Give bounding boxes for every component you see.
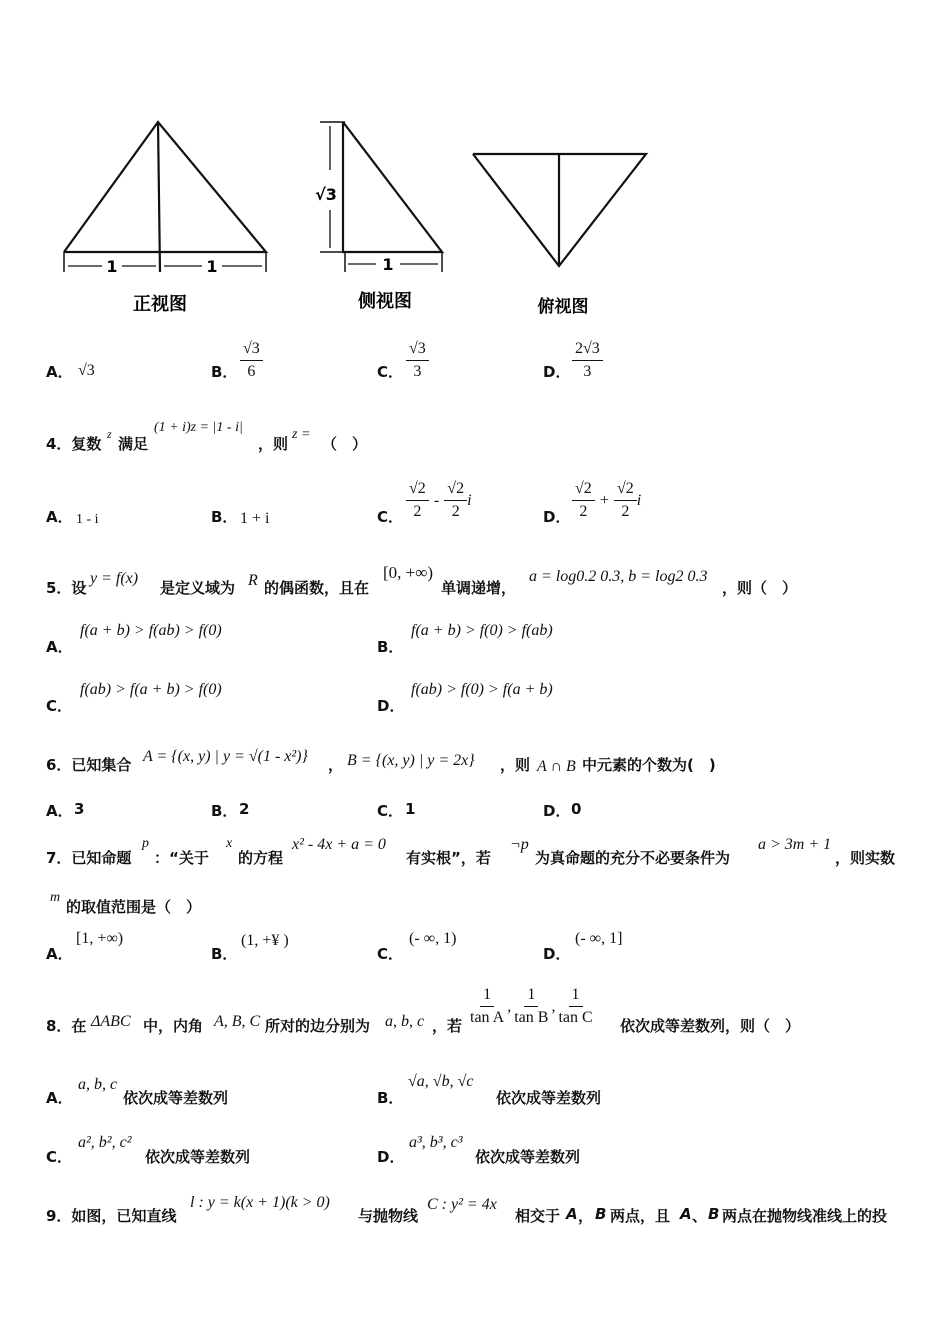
q3-option-b-fraction: $\frac{√3}{6}$ — [240, 340, 263, 381]
q8-option-b-math: √a, √b, √c — [408, 1073, 474, 1090]
q4-middle: 满足 — [118, 435, 149, 453]
q8-sides: a, b, c — [385, 1013, 425, 1030]
q9-text4: 两点，且 — [610, 1207, 671, 1225]
q6-intersection: A ∩ B — [537, 758, 576, 775]
q7-condition: a > 3m + 1 — [758, 836, 832, 853]
q7-not-p: ¬p — [510, 836, 529, 853]
q7-text5: ，则实数 — [835, 849, 896, 867]
q8-option-d-math: a³, b³, c³ — [409, 1134, 463, 1151]
q4-ask: z = — [292, 427, 311, 442]
q7-text2: 的方程 — [238, 849, 284, 867]
q4-prefix: 4．复数 — [46, 435, 102, 453]
q5-text1: 是定义域为 — [160, 579, 236, 597]
q4-then: ，则 — [258, 435, 289, 453]
q4-tail: （ ） — [322, 435, 368, 453]
q5-interval: [0, +∞) — [383, 563, 434, 582]
q3-option-c-fraction: $\frac{√3}{3}$ — [406, 340, 429, 381]
q5-tail: ，则（ ） — [722, 579, 798, 597]
q5-ab-def: a = log0.2 0.3, b = log2 0.3 — [529, 568, 708, 585]
front-view — [64, 122, 266, 272]
q6-option-c-value: 1 — [405, 800, 416, 818]
q3-option-a-value: √3 — [78, 362, 95, 379]
q5-option-c-value: f(ab) > f(a + b) > f(0) — [80, 681, 222, 698]
q5-option-b-value: f(a + b) > f(0) > f(ab) — [411, 622, 553, 639]
q5-option-d-label: D． — [377, 697, 405, 715]
q8-text3: ，若 — [432, 1017, 463, 1035]
q5-text2: 的偶函数，且在 — [264, 579, 370, 597]
q7-p: p — [142, 836, 149, 851]
three-view-figure — [40, 110, 680, 325]
q5-option-d-value: f(ab) > f(0) > f(a + b) — [411, 681, 553, 698]
q9-point-b: B — [595, 1205, 607, 1223]
q8-option-b-label: B． — [377, 1089, 404, 1107]
q4-option-a-label: A． — [46, 508, 73, 526]
q9-text2: 相交于 — [515, 1207, 561, 1225]
q6-option-c-label: C． — [377, 802, 404, 820]
q9-parabola: C : y² = 4x — [427, 1196, 497, 1213]
q6-tail: 中元素的个数为( ) — [582, 756, 716, 774]
q4-option-a-value: 1 - i — [76, 512, 99, 527]
q4-option-d-label: D． — [543, 508, 571, 526]
q8-option-b-text: 依次成等差数列 — [496, 1089, 602, 1107]
q6-set-a: A = {(x, y) | y = √(1 - x²)} — [143, 748, 308, 765]
q6-option-d-label: D． — [543, 802, 571, 820]
q6-option-a-value: 3 — [74, 800, 85, 818]
q8-option-a-label: A． — [46, 1089, 73, 1107]
q8-text1: 中，内角 — [143, 1017, 204, 1035]
q9-line: l : y = k(x + 1)(k > 0) — [190, 1194, 330, 1211]
q8-option-c-math: a², b², c² — [78, 1134, 132, 1151]
q3-option-d-label: D． — [543, 363, 571, 381]
q7-option-a-label: A． — [46, 945, 73, 963]
q4-option-b-value: 1 + i — [240, 510, 270, 527]
side-view-label: 侧视图 — [358, 291, 412, 312]
q4-option-c-label: C． — [377, 508, 404, 526]
q3-option-b-label: B． — [211, 363, 238, 381]
q8-text4: 依次成等差数列，则（ ） — [620, 1017, 801, 1035]
q6-option-b-value: 2 — [239, 800, 250, 818]
q7-prefix: 7．已知命题 — [46, 849, 132, 867]
q9-point-a2: A — [680, 1205, 692, 1223]
q7-x: x — [226, 836, 233, 851]
q5-prefix: 5．设 — [46, 579, 87, 597]
q7-option-d-label: D． — [543, 945, 571, 963]
q4-option-d-value: $\frac{√2}{2}$ + $\frac{√2}{2}$ i — [572, 480, 641, 521]
q8-option-a-text: 依次成等差数列 — [123, 1089, 229, 1107]
q8-option-d-label: D． — [377, 1148, 405, 1166]
front-dim-left: 1 — [106, 257, 118, 276]
q7-text4: 为真命题的充分不必要条件为 — [535, 849, 731, 867]
top-view — [473, 154, 646, 266]
q7-option-d-value: (- ∞, 1] — [575, 930, 623, 947]
q5-option-a-value: f(a + b) > f(ab) > f(0) — [80, 622, 222, 639]
q8-text2: 所对的边分别为 — [265, 1017, 371, 1035]
q5-text3: 单调递增， — [441, 579, 517, 597]
q6-option-d-value: 0 — [571, 800, 582, 818]
q9-point-a: A — [566, 1205, 578, 1223]
side-view — [320, 122, 442, 272]
q4-option-c-value: $\frac{√2}{2}$ - $\frac{√2}{2}$ i — [406, 480, 472, 521]
q7-option-b-value: (1, +¥ ) — [241, 932, 289, 949]
q4-condition: (1 + i)z = |1 - i| — [154, 420, 243, 435]
q8-triangle: ΔABC — [91, 1013, 131, 1030]
q7-option-c-value: (- ∞, 1) — [409, 930, 457, 947]
q5-func: y = f(x) — [90, 570, 139, 587]
q8-option-c-label: C． — [46, 1148, 73, 1166]
q6-option-b-label: B． — [211, 802, 238, 820]
q9-prefix: 9．如图，已知直线 — [46, 1207, 177, 1225]
side-height-label: √3 — [315, 185, 337, 204]
q3-option-c-label: C． — [377, 363, 404, 381]
q5-option-c-label: C． — [46, 697, 73, 715]
q7-option-a-value: [1, +∞) — [76, 930, 124, 947]
q4-var-z: z — [107, 427, 112, 441]
q5-R: R — [248, 572, 258, 589]
q7-text1: ：“关于 — [154, 849, 209, 867]
top-view-label: 俯视图 — [537, 297, 589, 317]
q7-option-c-label: C． — [377, 945, 404, 963]
q9-point-b2: B — [708, 1205, 720, 1223]
q5-option-a-label: A． — [46, 638, 73, 656]
q8-angles: A, B, C — [214, 1013, 261, 1030]
q7-equation: x² - 4x + a = 0 — [292, 836, 386, 853]
q8-option-d-text: 依次成等差数列 — [475, 1148, 581, 1166]
q4-option-b-label: B． — [211, 508, 238, 526]
q8-reciprocal-tangents: $\frac{1}{\text{tan A}}$ , $\frac{1}{\text{tan B}}$ , $\frac{1}{\text{tan C}}$ — [470, 986, 593, 1026]
front-dim-right: 1 — [206, 257, 218, 276]
q8-prefix: 8．在 — [46, 1017, 87, 1035]
q7-text3: 有实根”，若 — [406, 849, 491, 867]
front-view-label: 正视图 — [133, 294, 187, 315]
q5-option-b-label: B． — [377, 638, 404, 656]
q3-option-a-label: A． — [46, 363, 73, 381]
q7-m: m — [50, 890, 61, 905]
q6-prefix: 6．已知集合 — [46, 756, 132, 774]
q9-sep: 、 — [692, 1207, 708, 1225]
q8-option-c-text: 依次成等差数列 — [145, 1148, 251, 1166]
q9-text5: 两点在抛物线准线上的投 — [722, 1207, 888, 1225]
q3-option-d-fraction: $\frac{2√3}{3}$ — [572, 340, 603, 381]
q7-option-b-label: B． — [211, 945, 238, 963]
q7-text6: 的取值范围是（ ） — [66, 898, 202, 916]
q9-text3: ， — [578, 1207, 594, 1225]
q6-option-a-label: A． — [46, 802, 73, 820]
q9-text1: 与抛物线 — [358, 1207, 419, 1225]
side-dim-bottom: 1 — [382, 255, 394, 274]
q6-comma: ， — [328, 756, 344, 774]
q8-option-a-math: a, b, c — [78, 1076, 118, 1093]
q6-set-b: B = {(x, y) | y = 2x} — [347, 752, 475, 769]
q6-then: ，则 — [500, 756, 531, 774]
